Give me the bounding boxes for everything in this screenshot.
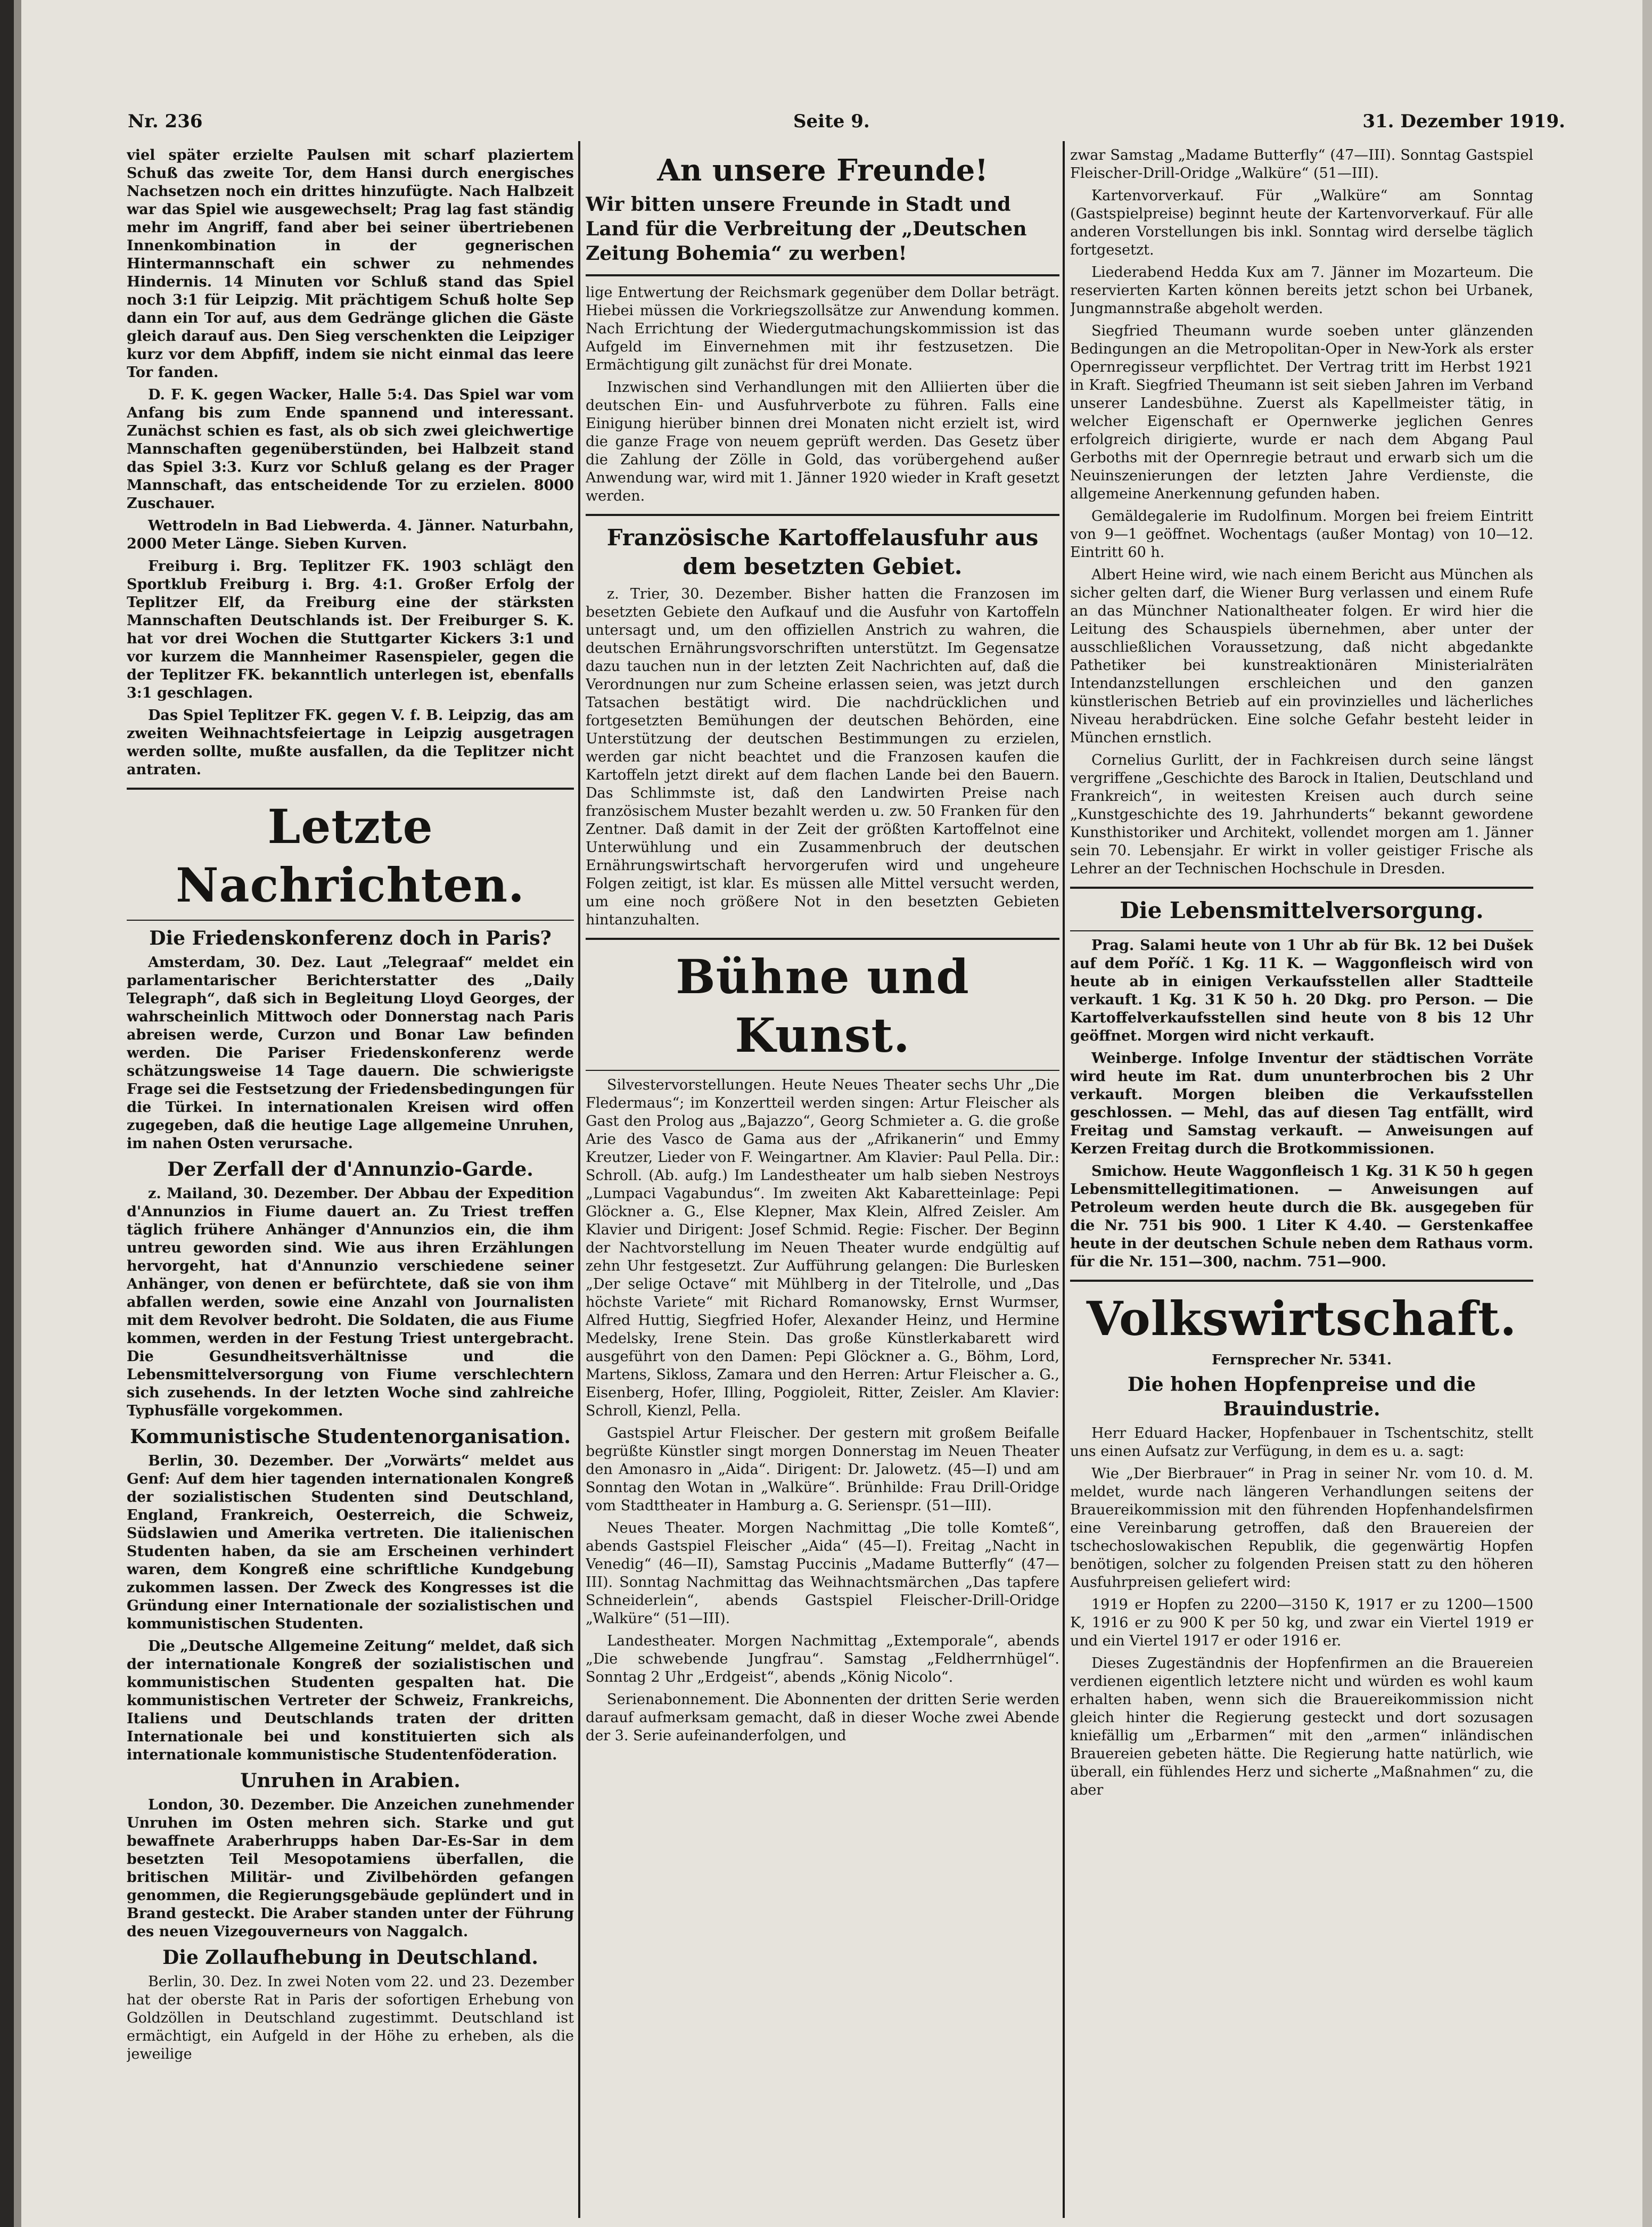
stage-article-p1: Silvestervorstellungen. Heute Neues Theater sechs Uhr „Die Fledermaus“; im Konzertteil werden singen: Artur Fleischer als Gast den Prolog aus „Bajazzo“, Georg Schmieter a. G. die große Arie des Vasco de Gama aus der „Afrikanerin“ und Emmy Kreutzer, Lieder von F. Weingartner. Am Klavier: Paul Pella. Dir.: Schroll. (Ab. aufg.) Im Landestheater um halb sieben Nestroys „Lumpaci Vagabundus“. Im zweiten Akt Kabaretteinlage: Pepi Glöckner a. G., Else Klepner, Max Klein, Alfred Zeisler. Am Klavier und Dirigent: Josef Schmid. Regie: Fischer. Der Beginn der Nachtvorstellung im Neuen Theater wurde endgültig auf zehn Uhr festgesetzt. Zur Aufführung gelangen: Die Burlesken „Der selige Octave“ mit Mühlberg in der Titelrolle, und „Das höchste Variete“ mit Richard Romanowsky, Ernst Wurmser, Alfred Huttig, Siegfried Hofer, Alexander Heinz, und Hermine Medelsky, Irene Stein. Das große Künstlerkabarett wird ausgeführt von den Damen: Pepi Glöckner a. G., Böhm, Lord, Martens, Sikloss, Zamara und den Herren: Artur Fleischer a. G., Eisenberg, Hofer, Illing, Poggioleit, Ritter, Zeisler. Am Klavier: Schroll, Kienzl, Pella. [586, 1077, 1059, 1419]
column-rule-1 [578, 141, 580, 2218]
students-heading: Kommunistische Studentenorganisation. [130, 1426, 571, 1448]
page-number: Seite 9. [793, 111, 870, 132]
arts-notice-p2: Kartenvorverkauf. Für „Walküre“ am Sonntag (Gastspielpreise) beginnt heute der Kartenvorverkauf. Für alle anderen Vorstellungen bis inkl. Sonntag wird derselbe täglich fortgesetzt. [1070, 187, 1533, 258]
hops-article-p2: Wie „Der Bierbrauer“ in Prag in seiner Nr. vom 10. d. M. meldet, wurde nach längeren Verhandlungen seitens der Brauereikommission mit den führenden Hopfenhandelsfirmen eine Vereinbarung getroffen, daß den Brauereien der tschechoslowakischen Republik, die gegenwärtig Hopfen benötigen, solcher zu folgenden Preisen statt zu den höheren Ausfuhrpreisen geliefert wird: [1070, 1465, 1533, 1591]
scan-edge-right [1642, 0, 1652, 2227]
stage-art-heading: Bühne und Kunst. [676, 949, 969, 1063]
annunzio-article: z. Mailand, 30. Dezember. Der Abbau der Expedition d'Annunzios in Fiume dauert an. Zu Triest treffen täglich frühere Anhänger d'Annunzios ein, die ihm untreu geworden sind. Wie aus ihren Erzählungen hervorgeht, hat d'Annunzio verschiedene seiner Anhänger, von denen er befürchtete, daß sie von ihm abfallen werden, sowie eine Anzahl von Journalisten mit dem Revolver bedroht. Die Soldaten, die aus Fiume kommen, werden in der Festung Triest untergebracht. Die Gesundheitsverhältnisse und die Lebensmittelversorgung von Fiume verschlechtern sich zusehends. In der letzten Woche sind zahlreiche Typhusfälle vorgekommen. [127, 1185, 574, 1419]
column-1 [127, 146, 574, 2213]
section-rule [586, 274, 1059, 276]
food-article-p3: Smichow. Heute Waggonfleisch 1 Kg. 31 K 50 h gegen Lebensmittellegitimationen. — Anweisungen auf Petroleum werden heute durch die Bk. ausgegeben für die Nr. 751 bis 900. 1 Liter K 4.40. — Gerstenkaffee heute in der deutschen Schule neben dem Rathaus vorm. für die Nr. 151—300, nachm. 751—900. [1070, 1163, 1533, 1270]
customs-article: Berlin, 30. Dez. In zwei Noten vom 22. und 23. Dezember hat der oberste Rat in Paris der sofortigen Erhebung von Goldzöllen in Deutschland zugestimmt. Deutschland ist ermächtigt, ein Aufgeld in der Höhe zu erheben, als die jeweilige [127, 1974, 574, 2062]
paris-heading: Die Friedenskonferenz doch in Paris? [149, 927, 552, 949]
stage-article-p4: Landestheater. Morgen Nachmittag „Extemporale“, abends „Die schwebende Jungfrau“. Samstag „Feldherrnhügel“. Sonntag 2 Uhr „Erdgeist“, abends „König Nicolo“. [586, 1633, 1059, 1685]
arts-notice-p1: zwar Samstag „Madame Butterfly“ (47—III). Sonntag Gastspiel Fleischer-Drill-Oridge „Walküre“ (51—III). [1070, 147, 1533, 182]
sport-article-p4: Freiburg i. Brg. Teplitzer FK. 1903 schlägt den Sportklub Freiburg i. Brg. 4:1. Großer Erfolg der Teplitzer Elf, da Freiburg eine der stärksten Mannschaften Deutschlands ist. Der Freiburger S. K. hat vor drei Wochen die Stuttgarter Kickers 3:1 und vor kurzem die Mannheimer Rasenspieler, gegen die der Teplitzer FK. bekanntlich unterlegen ist, ebenfalls 3:1 geschlagen. [127, 558, 574, 701]
arts-notice-p3: Liederabend Hedda Kux am 7. Jänner im Mozarteum. Die reservierten Karten können bereits jetzt schon bei Urbanek, Jungmannstraße abgeholt werden. [1070, 264, 1533, 317]
section-rule [586, 514, 1059, 516]
hops-article-p4: Dieses Zugeständnis der Hopfenfirmen an die Brauereien verdienen eigentlich letztere nicht und würden es wohl kaum erhalten haben, wenn sich die Brauereikommission nicht gleich hinter die Regierung gesteckt und dort sozusagen kniefällig um „Erbarmen“ mit den „armen“ inländischen Brauereien gebeten hätte. Die Regierung hatte natürlich, wie überall, ein fühlendes Herz und sicherte „Maßnahmen“ zu, die aber [1070, 1655, 1533, 1798]
stage-article-p2: Gastspiel Artur Fleischer. Der gestern mit großem Beifalle begrüßte Künstler singt morgen Donnerstag im Neuen Theater den Amonasro in „Aida“. Dirigent: Dr. Jalowetz. (45—I) und am Sonntag den Wotan in „Walküre“. Brünhilde: Frau Drill-Oridge vom Stadttheater in Hamburg a. G. Serienspr. (51—III). [586, 1425, 1059, 1514]
arts-notice-p5: Gemäldegalerie im Rudolfinum. Morgen bei freiem Eintritt von 9—1 geöffnet. Wochentags (außer Montag) von 10—12. Eintritt 60 h. [1070, 508, 1533, 561]
friends-heading: An unsere Freunde! [657, 153, 988, 188]
column-2 [586, 146, 1059, 2213]
section-rule [586, 1070, 1059, 1071]
hops-article-p3: 1919 er Hopfen zu 2200—3150 K, 1917 er zu 1200—1500 K, 1916 er zu 900 K per 50 kg, und zwar ein Viertel 1919 er und ein Viertel 1917 er oder 1916 er. [1070, 1596, 1533, 1649]
issue-number: Nr. 236 [128, 111, 203, 132]
page-header [128, 111, 1565, 143]
sport-article-p3: Wettrodeln in Bad Liebwerda. 4. Jänner. Naturbahn, 2000 Meter Länge. Sieben Kurven. [127, 518, 574, 552]
students-article-p1: Berlin, 30. Dezember. Der „Vorwärts“ meldet aus Genf: Auf dem hier tagenden internationalen Kongreß der sozialistischen Studenten sind Deutschland, England, Frankreich, Oesterreich, die Schweiz, Südslawien und Amerika vertreten. Die italienischen Studenten haben, da sie am Erscheinen verhindert waren, dem Kongreß eine schriftliche Kundgebung zukommen lassen. Der Zweck des Kongresses ist die Gründung einer Internationale der sozialistischen und kommunistischen Studenten. [127, 1453, 574, 1632]
food-article-p2: Weinberge. Infolge Inventur der städtischen Vorräte wird heute im Rat. dum ununterbrochen bis 2 Uhr verkauft. Morgen bleiben die Verkaufsstellen geschlossen. — Mehl, das auf diesen Tag entfällt, wird Freitag und Samstag verkauft. — Anweisungen auf Kerzen Freitag durch die Brotkommissionen. [1070, 1050, 1533, 1157]
section-rule [127, 788, 574, 790]
food-article-p1: Prag. Salami heute von 1 Uhr ab für Bk. 12 bei Dušek auf dem Poříč. 1 Kg. 11 K. — Waggonfleisch wird von heute ab in einigen Verkaufsstellen aller Stadtteile verkauft. 1 Kg. 31 K 50 h. 20 Dkg. pro Person. — Die Kartoffelverkaufsstellen sind heute von 8 bis 12 Uhr geöffnet. Morgen wird nicht verkauft. [1070, 937, 1533, 1044]
section-rule [1070, 930, 1533, 931]
arts-notice-p7: Cornelius Gurlitt, der in Fachkreisen durch seine längst vergriffene „Geschichte des Barock in Italien, Deutschland und Frankreich“, in weitesten Kreisen auch durch seine „Kunstgeschichte des 19. Jahrhunderts“ bekannt gewordene Kunsthistoriker und Architekt, vollendet morgen am 1. Jänner sein 70. Lebensjahr. Er wirkt in voller geistiger Frische als Lehrer an der Technischen Hochschule in Dresden. [1070, 752, 1533, 877]
subscription-appeal: Wir bitten unsere Freunde in Stadt und Land für die Verbreitung der „Deutschen Zeitung Bohemia“ zu werben! [586, 193, 1027, 265]
column-3 [1070, 146, 1533, 2213]
scan-edge-shadow [14, 0, 21, 2227]
section-rule [586, 938, 1059, 940]
column-rule-2 [1063, 141, 1065, 2218]
stage-article-p5: Serienabonnement. Die Abonnenten der dritten Serie werden darauf aufmerksam gemacht, daß in dieser Woche zwei Abende der 3. Serie aufeinanderfolgen, und [586, 1691, 1059, 1744]
latest-news-heading: Letzte Nachrichten. [176, 799, 525, 913]
annunzio-heading: Der Zerfall der d'Annunzio-Garde. [167, 1158, 533, 1181]
arabia-article: London, 30. Dezember. Die Anzeichen zunehmender Unruhen im Osten mehren sich. Starke und gut bewaffnete Araberhrupps haben Dar-Es-Sar in dem besetzten Teil Mesopotamiens überfallen, die britischen Militär- und Zivilbehörden gefangen genommen, die Regierungsgebäude geplündert und in Brand gesteckt. Die Araber standen unter der Führung des neuen Vizegouverneurs von Naggalch. [127, 1797, 574, 1940]
sport-article-p5: Das Spiel Teplitzer FK. gegen V. f. B. Leipzig, das am zweiten Weihnachtsfeiertage in Leipzig ausgetragen werden sollte, mußte ausfallen, da die Teplitzer nicht antraten. [127, 707, 574, 778]
students-article-p2: Die „Deutsche Allgemeine Zeitung“ meldet, daß sich der internationale Kongreß der sozialistischen und kommunistischen Studenten gespalten hat. Die kommunistischen Vertreter der Schweiz, Frankreichs, Italiens und Deutschlands traten der dritten Internationale bei und konstituierten sich als internationale kommunistische Studentenföderation. [127, 1638, 574, 1763]
stage-article-p3: Neues Theater. Morgen Nachmittag „Die tolle Komteß“, abends Gastspiel Fleischer „Aida“ (45—I). Freitag „Nacht in Venedig“ (46—II), Samstag Puccinis „Madame Butterfly“ (47—III). Sonntag Nachmittag das Weihnachtsmärchen „Das tapfere Schneiderlein“, abends Gastspiel Fleischer-Drill-Oridge „Walküre“ (51—III). [586, 1520, 1059, 1627]
economy-heading: Volkswirtschaft. [1086, 1291, 1517, 1346]
section-rule [1070, 887, 1533, 889]
hops-article-p1: Herr Eduard Hacker, Hopfenbauer in Tschentschitz, stellt uns einen Aufsatz zur Verfügung, in dem es u. a. sagt: [1070, 1425, 1533, 1460]
paris-article: Amsterdam, 30. Dez. Laut „Telegraaf“ meldet ein parlamentarischer Berichterstatter des „Daily Telegraph“, daß sich in Begleitung Lloyd Georges, der wahrscheinlich Mittwoch oder Donnerstag nach Paris abreisen werde, Curzon und Bonar Law befinden werden. Die Pariser Friedenskonferenz werde schätzungsweise 14 Tage dauern. Die schwierigste Frage sei die Festsetzung der Friedensbedingungen für die Türkei. In internationalen Kreisen wird offen zugegeben, daß die heutige Lage allgemeine Unruhen, im nahen Osten verursache. [127, 954, 574, 1152]
mark-article-p2: Inzwischen sind Verhandlungen mit den Alliierten über die deutschen Ein- und Ausfuhrverbote zu führen. Falls eine Einigung hierüber binnen drei Monaten nicht erzielt ist, wird die ganze Frage von neuem geprüft werden. Das Gesetz über die Zahlung der Zölle in Gold, das vorübergehend außer Anwendung war, wird mit 1. Jänner 1920 wieder in Kraft gesetzt werden. [586, 379, 1059, 504]
section-rule [1070, 1280, 1533, 1282]
section-rule [127, 920, 574, 921]
customs-heading: Die Zollaufhebung in Deutschland. [162, 1946, 538, 1969]
arts-notice-p4: Siegfried Theumann wurde soeben unter glänzenden Bedingungen an die Metropolitan-Oper in New-York als erster Opernregisseur verpflichtet. Der Vertrag tritt im Herbst 1921 in Kraft. Siegfried Theumann ist seit sieben Jahren im Verband unserer Landesbühne. Zuerst als Kapellmeister tätig, in welcher Eigenschaft er Opernwerke jeglichen Genres erfolgreich dirigierte, wurde er nach dem Abgang Paul Gerboths mit der Opernregie betraut und erwarb sich um die Neuinszenierungen der letzten Jahre Verdienste, die allgemeine Anerkennung gefunden haben. [1070, 323, 1533, 502]
potato-heading: Französische Kartoffelausfuhr aus dem besetzten Gebiet. [606, 525, 1039, 579]
hops-heading: Die hohen Hopfenpreise und die Brauindustrie. [1127, 1373, 1476, 1420]
sport-article-p2: D. F. K. gegen Wacker, Halle 5:4. Das Spiel war vom Anfang bis zum Ende spannend und interessant. Zunächst schien es fast, als ob sich zwei gleichwertige Mannschaften gegenüberstünden, bei Halbzeit stand das Spiel 3:3. Kurz vor Schluß gelang es der Prager Mannschaft, das entscheidende Tor zu erzielen. 8000 Zuschauer. [127, 387, 574, 512]
mark-article-p1: lige Entwertung der Reichsmark gegenüber dem Dollar beträgt. Hiebei müssen die Vorkriegszollsätze zur Anwendung kommen. Nach Errichtung der Wiedergutmachungskommission ist das Aufgeld im Einvernehmen mit ihr festzusetzen. Die Ermächtigung gilt zunächst für drei Monate. [586, 284, 1059, 373]
sport-article-p1: viel später erzielte Paulsen mit scharf plaziertem Schuß das zweite Tor, dem Hansi durch energisches Nachsetzen noch ein drittes hinzufügte. Nach Halbzeit war das Spiel wie ausgewechselt; Prag lag fast ständig mehr im Angriff, fand aber bei seiner übertriebenen Innenkombination in der gegnerischen Hintermannschaft ein schwer zu nehmendes Hindernis. 14 Minuten vor Schluß stand das Spiel noch 3:1 für Leipzig. Mit prächtigem Schuß holte Sep dann ein Tor auf, aus dem Gedränge glichen die Gäste gleich darauf aus. Den Sieg verschenkten die Leipziger kurz vor dem Abpfiff, indem sie nicht einmal das leere Tor fanden. [127, 147, 574, 381]
phone-number: Fernsprecher Nr. 5341. [1212, 1352, 1392, 1368]
scan-edge-left [0, 0, 14, 2227]
potato-article: z. Trier, 30. Dezember. Bisher hatten die Franzosen im besetzten Gebiete den Aufkauf und die Ausfuhr von Kartoffeln untersagt und, um den offiziellen Anstrich zu wahren, die deutschen Ernährungsvorschriften unterstützt. Im Gegensatze dazu tauchen nun in der letzten Zeit Nachrichten auf, daß die Verordnungen nur zum Scheine erlassen seien, was jetzt durch Tatsachen bestätigt wird. Die nachdrücklichen und fortgesetzten Bemühungen der deutschen Behörden, eine Unterstützung der deutschen Bestimmungen zu erzielen, werden gar nicht beachtet und die Franzosen kaufen die Kartoffeln jetzt direkt auf dem flachen Lande bei den Bauern. Das Schlimmste ist, daß den Landwirten Preise nach französischem Muster bezahlt werden u. zw. 50 Franken für den Zentner. Daß damit in der Zeit der größten Kartoffelnot eine Unterwühlung und ein Zusammenbruch der deutschen Ernährungswirtschaft hervorgerufen wird und ungeheure Folgen zeitigt, ist klar. Es müssen alle Mittel versucht werden, um eine noch größere Not in den besetzten Gebieten hintanzuhalten. [586, 586, 1059, 928]
food-supply-heading: Die Lebensmittelversorgung. [1120, 897, 1484, 923]
issue-date: 31. Dezember 1919. [1362, 111, 1565, 132]
arts-notice-p6: Albert Heine wird, wie nach einem Bericht aus München als sicher gelten darf, die Wiener Burg verlassen und einem Rufe an das Münchner Nationaltheater folgen. Er wird hier die Leitung des Schauspiels übernehmen, aber unter der ausschließlichen Voraussetzung, daß nicht abgedankte Pathetiker bei kunstreaktionären Ministerialräten Intendanzstellungen erschleichen und den ganzen künstlerischen Betrieb auf ein provinzielles und lächerliches Niveau herabdrücken. Eine solche Gefahr besteht leider in München ernstlich. [1070, 567, 1533, 746]
arabia-heading: Unruhen in Arabien. [240, 1770, 461, 1792]
